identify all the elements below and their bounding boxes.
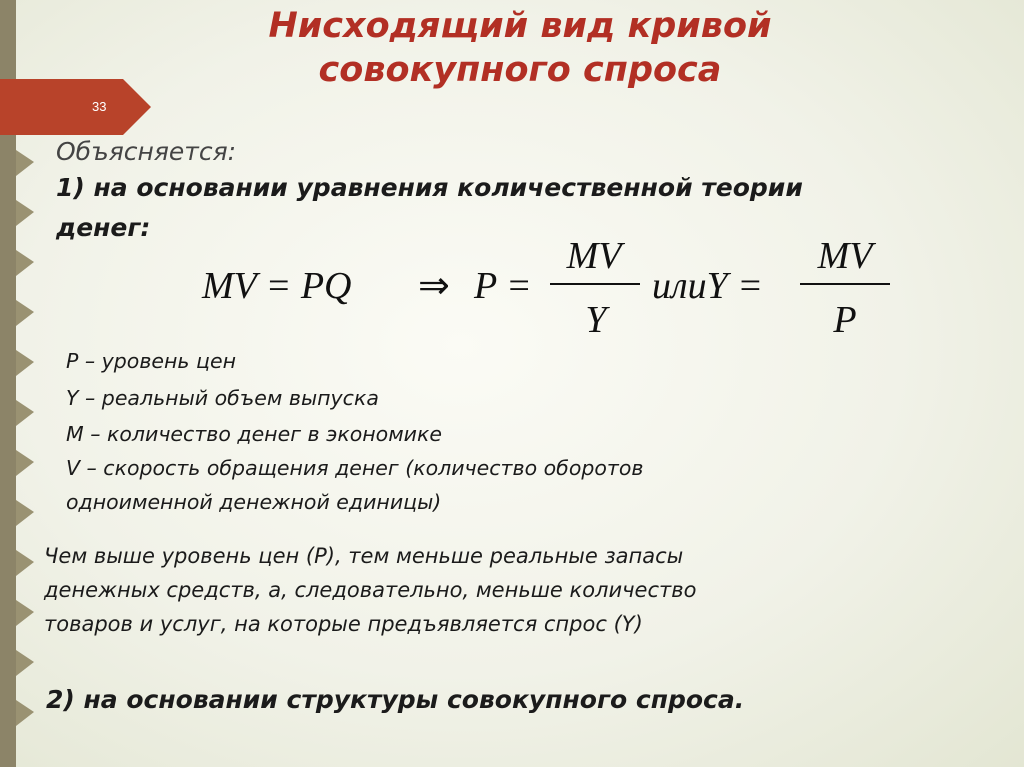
decor-arrow-mark: [16, 450, 34, 476]
decor-arrow-mark: [16, 150, 34, 176]
item1-line-1: 1) на основании уравнения количественной теории: [56, 173, 803, 202]
decor-arrow-mark: [16, 500, 34, 526]
formula-connector: илиY =: [652, 265, 763, 307]
fraction2-denominator: P: [833, 299, 857, 341]
fraction2-numerator: MV: [817, 235, 873, 277]
item1-line-2: денег:: [56, 213, 151, 242]
quantity-theory-formula: [200, 232, 900, 344]
fraction1-denominator: Y: [585, 299, 607, 341]
decor-arrow-mark: [16, 400, 34, 426]
fraction1-numerator: MV: [566, 235, 622, 277]
title-line-2: совокупного спроса: [318, 50, 722, 90]
formula-p-eq: P =: [474, 265, 532, 307]
conclusion-line-1: Чем выше уровень цен (Р), тем меньше реальные запасы: [44, 544, 684, 568]
definition-v-cont: одноименной денежной единицы): [66, 490, 442, 514]
decor-arrow-mark: [16, 600, 34, 626]
decor-arrow-mark: [16, 700, 34, 726]
decor-arrow-mark: [16, 250, 34, 276]
decor-arrow-mark: [16, 550, 34, 576]
item2-text: 2) на основании структуры совокупного спроса.: [46, 685, 745, 714]
definition-p: Р – уровень цен: [66, 349, 236, 373]
intro-text: Объясняется:: [56, 137, 237, 166]
definition-m: М – количество денег в экономике: [66, 422, 442, 446]
definition-v: V – скорость обращения денег (количество оборотов: [66, 456, 644, 480]
decor-arrow-mark: [16, 350, 34, 376]
formula-arrow: ⇒: [418, 265, 450, 307]
decor-arrow-mark: [16, 200, 34, 226]
definition-y: Y – реальный объем выпуска: [66, 386, 379, 410]
conclusion-line-2: денежных средств, а, следовательно, меньше количество: [44, 578, 697, 602]
slide-title: [160, 4, 880, 92]
title-line-1: Нисходящий вид кривой: [268, 6, 772, 46]
slide-number: 33: [92, 99, 107, 114]
conclusion-line-3: товаров и услуг, на которые предъявляется спрос (Y): [44, 612, 643, 636]
slide-number-tab: [0, 79, 151, 135]
decor-arrow-mark: [16, 650, 34, 676]
decor-arrow-mark: [16, 300, 34, 326]
formula-lhs: MV = PQ: [202, 265, 352, 307]
